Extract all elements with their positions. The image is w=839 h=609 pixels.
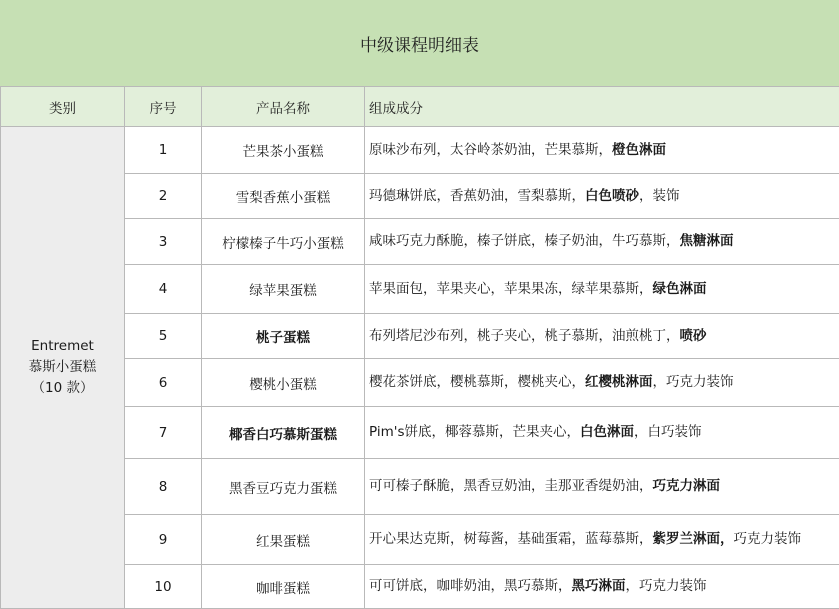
- composition-highlight: 白色喷砂: [585, 187, 639, 204]
- product-name: 黑香豆巧克力蛋糕: [202, 459, 365, 515]
- composition-highlight: 喷砂: [679, 327, 707, 344]
- product-name: 桃子蛋糕: [202, 314, 365, 359]
- row-number: 9: [125, 515, 202, 565]
- product-name: 樱桃小蛋糕: [202, 359, 365, 407]
- table-row: [1, 515, 839, 565]
- composition-cell: [365, 127, 839, 174]
- product-name: 绿苹果蛋糕: [202, 265, 365, 314]
- table-row: [1, 265, 839, 314]
- row-number: 6: [125, 359, 202, 407]
- composition-highlight: 焦糖淋面: [679, 233, 734, 249]
- composition-highlight: 红樱桃淋面: [585, 374, 653, 390]
- composition-cell: [365, 515, 839, 565]
- row-number: 2: [125, 174, 202, 219]
- composition-text: ，巧克力装饰: [652, 374, 734, 390]
- composition-highlight: 巧克力淋面: [652, 478, 720, 494]
- table-row: [1, 127, 839, 174]
- row-number: 10: [125, 565, 202, 609]
- product-name: 芒果茶小蛋糕: [202, 127, 365, 174]
- header-number: 序号: [125, 87, 202, 127]
- header-product: 产品名称: [202, 87, 365, 127]
- category-line1: Entremet: [31, 338, 94, 354]
- table-row: [1, 565, 839, 609]
- composition-text: ，装饰: [639, 187, 680, 204]
- table-row: [1, 314, 839, 359]
- table-row: [1, 174, 839, 219]
- row-number: 8: [125, 459, 202, 515]
- row-number: 3: [125, 219, 202, 265]
- category-line2: 慕斯小蛋糕: [28, 359, 97, 375]
- table-row: [1, 359, 839, 407]
- composition-text: 可可饼底，咖啡奶油，黑巧慕斯，: [369, 578, 572, 594]
- composition-text: ，巧克力装饰: [625, 578, 707, 594]
- category-line3: （10 款）: [31, 380, 94, 396]
- composition-cell: [365, 565, 839, 609]
- table-title: [0, 0, 839, 86]
- composition-text: 巧克力装饰: [733, 531, 801, 547]
- table-title-text: 中级课程明细表: [360, 35, 479, 56]
- composition-text: Pim's饼底，椰蓉慕斯，芒果夹心，: [369, 424, 580, 440]
- row-number: 5: [125, 314, 202, 359]
- composition-cell: [365, 407, 839, 459]
- composition-cell: [365, 174, 839, 219]
- composition-text: 可可榛子酥脆，黑香豆奶油，圭那亚香缇奶油，: [369, 478, 653, 494]
- table-body: [1, 127, 839, 609]
- composition-text: 原味沙布列，太谷岭茶奶油，芒果慕斯，: [369, 141, 612, 158]
- header-category: 类别: [1, 87, 125, 127]
- composition-highlight: 绿色淋面: [652, 280, 707, 297]
- row-number: 7: [125, 407, 202, 459]
- composition-highlight: 黑巧淋面: [571, 578, 626, 594]
- composition-text: 咸味巧克力酥脆，榛子饼底，榛子奶油，牛巧慕斯，: [369, 233, 680, 249]
- category-cell: [1, 127, 125, 609]
- composition-text: 布列塔尼沙布列，桃子夹心，桃子慕斯，油煎桃丁，: [369, 327, 680, 344]
- composition-highlight: 橙色淋面: [612, 141, 666, 158]
- composition-text: 开心果达克斯，树莓酱，基础蛋霜，蓝莓慕斯，: [369, 531, 653, 547]
- composition-highlight: 紫罗兰淋面，: [652, 531, 734, 547]
- composition-cell: [365, 265, 839, 314]
- composition-cell: [365, 459, 839, 515]
- table-row: [1, 407, 839, 459]
- composition-text: 玛德琳饼底，香蕉奶油，雪梨慕斯，: [369, 187, 585, 204]
- product-name: 红果蛋糕: [202, 515, 365, 565]
- composition-cell: [365, 314, 839, 359]
- product-name: 柠檬榛子牛巧小蛋糕: [202, 219, 365, 265]
- composition-text: 苹果面包，苹果夹心，苹果果冻，绿苹果慕斯，: [369, 280, 653, 297]
- composition-text: 樱花茶饼底，樱桃慕斯，樱桃夹心，: [369, 374, 585, 390]
- course-table: [0, 86, 839, 609]
- composition-cell: [365, 359, 839, 407]
- product-name: 椰香白巧慕斯蛋糕: [202, 407, 365, 459]
- composition-highlight: 白色淋面: [580, 424, 634, 440]
- table-row: [1, 219, 839, 265]
- product-name: 咖啡蛋糕: [202, 565, 365, 609]
- product-name: 雪梨香蕉小蛋糕: [202, 174, 365, 219]
- composition-text: ，白巧装饰: [634, 424, 702, 440]
- header-composition: 组成成分: [365, 87, 839, 127]
- table-row: [1, 459, 839, 515]
- row-number: 4: [125, 265, 202, 314]
- composition-cell: [365, 219, 839, 265]
- row-number: 1: [125, 127, 202, 174]
- header-row: [1, 87, 839, 127]
